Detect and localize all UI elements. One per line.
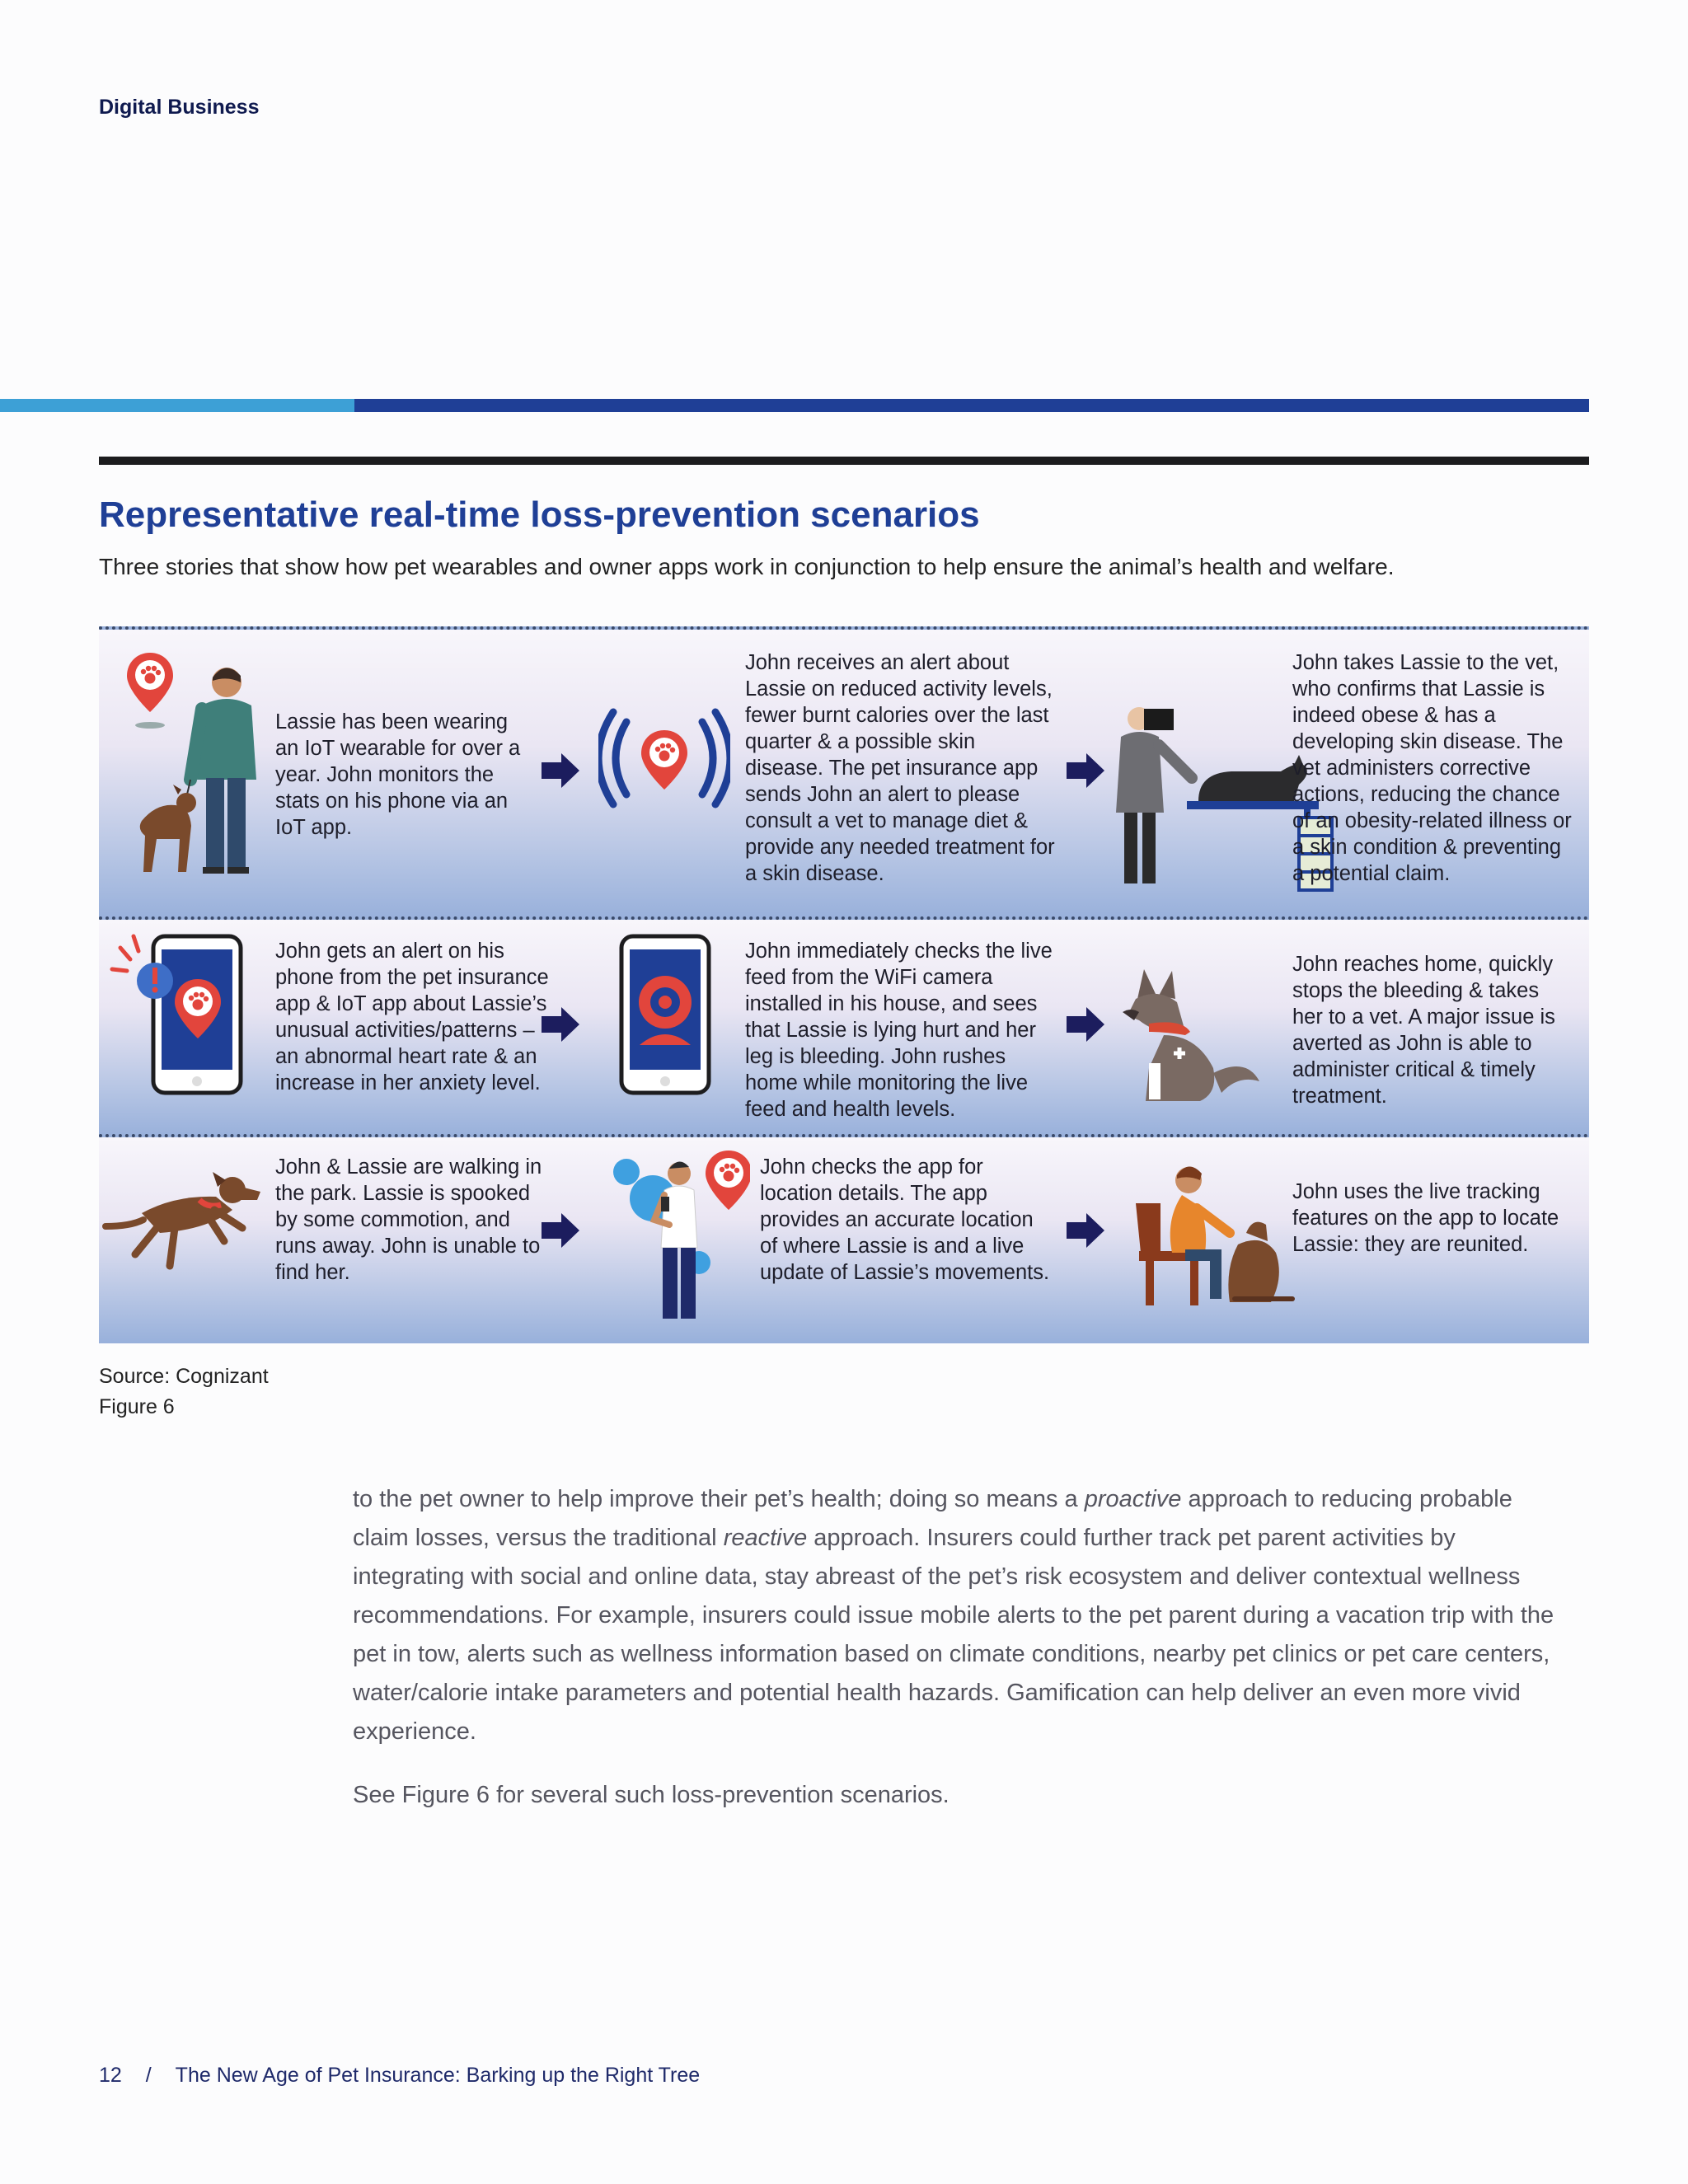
body-paragraph xyxy=(353,1480,1556,1751)
step-text: John takes Lassie to the vet, who confirms that Lassie is indeed obese & has a developing skin disease. The vet administers corrective actions, reducing the chance of an obesity-related illness or a skin condition & preventing a potential claim. xyxy=(1292,651,1572,885)
page-footer xyxy=(99,2064,700,2088)
body-text: to the pet owner to help improve their pet’s health; doing so means a xyxy=(353,1486,1085,1512)
location-signal-icon xyxy=(598,704,730,819)
accent-bar-dark xyxy=(354,399,1589,412)
body-text: approach. Insurers could further track pet parent activities by integrating with social and online data, stay abreast of the pet’s risk ecosystem and deliver contextual wellness recommendations. For example, insurers could issue mobile alerts to the pet parent during a vacation trip with the pet in tow, alerts such as wellness information based on climate conditions, nearby pet clinics or pet care centers, water/calorie intake parameters and potential health hazards. Gamification can help deliver an even more vivid experience. xyxy=(353,1525,1554,1745)
arrow-right-icon xyxy=(540,1212,581,1249)
footer-separator: / xyxy=(145,2064,152,2087)
body-emphasis: reactive xyxy=(723,1525,808,1551)
step-text: John reaches home, quickly stops the bleeding & takes her to a vet. A major issue is averted as John is able to administer critical & timely treatment. xyxy=(1292,953,1555,1108)
step-text: John uses the live tracking features on the app to locate Lassie: they are reunited. xyxy=(1292,1180,1559,1256)
section-label: Digital Business xyxy=(99,96,260,119)
step-text: Lassie has been wearing an IoT wearable for over a year. John monitors the stats on his phone via an IoT app. xyxy=(275,710,521,839)
arrow-right-icon xyxy=(1065,752,1106,790)
body-paragraph-2: See Figure 6 for several such loss-prevention scenarios. xyxy=(353,1782,950,1808)
document-title: The New Age of Pet Insurance: Barking up the Right Tree xyxy=(175,2064,701,2087)
step-text: John receives an alert about Lassie on reduced activity levels, fewer burnt calories over the last quarter & a possible skin disease. The pet insurance app sends John an alert to please consult a vet to manage diet & provide any needed treatment for a skin disease. xyxy=(745,651,1055,885)
scenario-row-2 xyxy=(99,916,1589,1137)
step-text: John gets an alert on his phone from the pet insurance app & IoT app about Lassie’s unusual activities/patterns – an abnormal heart rate & an increase in her anxiety level. xyxy=(275,940,549,1094)
man-checking-phone-icon xyxy=(610,1147,750,1329)
figure-caption xyxy=(99,1361,269,1422)
arrow-right-icon xyxy=(1065,1005,1106,1043)
step-text: John checks the app for location details. The app provides an accurate location of where Lassie is and a live update of Lassie’s movements. xyxy=(760,1155,1050,1284)
step-text: John & Lassie are walking in the park. Lassie is spooked by some commotion, and runs away. John is unable to find her. xyxy=(275,1155,542,1284)
body-emphasis: proactive xyxy=(1084,1486,1182,1512)
arrow-right-icon xyxy=(540,1005,581,1043)
figure-subtitle: Three stories that show how pet wearables and owner apps work in conjunction to help ensure the animal’s health and welfare. xyxy=(99,554,1395,579)
arrow-right-icon xyxy=(540,752,581,790)
step-text: John immediately checks the live feed from the WiFi camera installed in his house, and sees that Lassie is lying hurt and her leg is bleeding. John rushes home while monitoring the live feed and health levels. xyxy=(745,940,1053,1121)
injured-dog-icon xyxy=(1121,966,1269,1106)
phone-camera-feed-icon xyxy=(617,931,715,1096)
scenario-row-3 xyxy=(99,1134,1589,1343)
running-dog-icon xyxy=(102,1162,267,1286)
figure-source: Source: Cognizant xyxy=(99,1365,269,1388)
phone-alert-icon xyxy=(107,931,264,1104)
page-number: 12 xyxy=(99,2064,122,2087)
man-walking-dog-icon xyxy=(117,648,282,895)
figure-title: Representative real-time loss-prevention scenarios xyxy=(99,494,980,535)
figure-top-rule xyxy=(99,457,1589,465)
accent-bar-light xyxy=(0,399,354,412)
arrow-right-icon xyxy=(1065,1212,1106,1249)
body-text: approach to reducing probable claim losses, versus the traditional xyxy=(353,1486,1512,1551)
scenario-row-1 xyxy=(99,626,1589,920)
figure-label: Figure 6 xyxy=(99,1395,175,1418)
man-reunited-with-dog-icon xyxy=(1131,1162,1304,1310)
